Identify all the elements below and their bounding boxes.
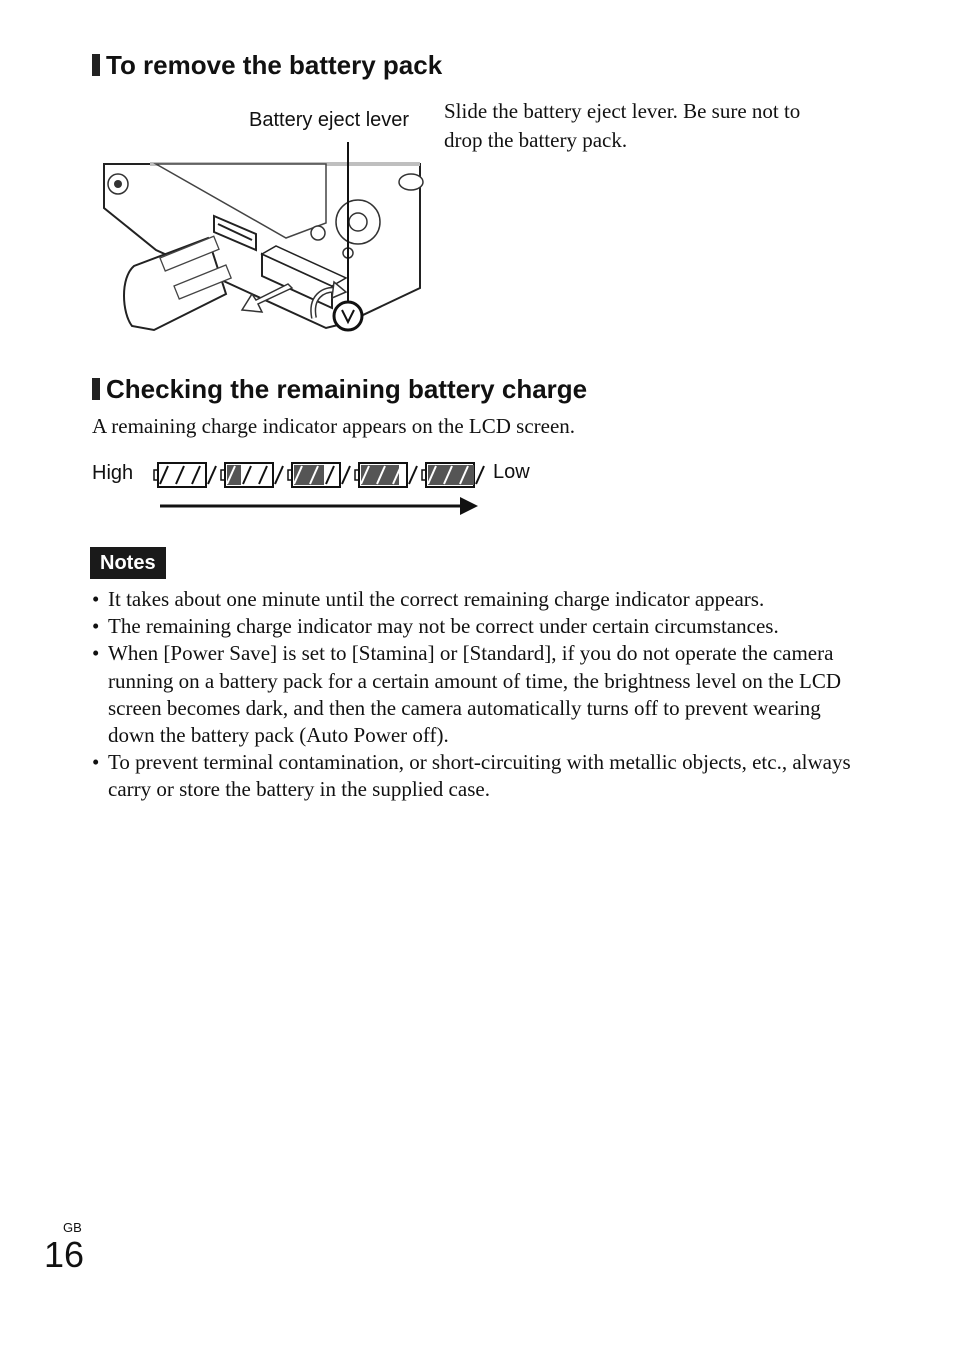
battery-eject-lever-label: Battery eject lever xyxy=(249,109,410,131)
page-number: 16 xyxy=(44,1234,85,1275)
notes-list xyxy=(92,586,852,804)
list-item xyxy=(92,640,852,749)
bullet-icon: • xyxy=(92,750,100,775)
list-item xyxy=(92,586,852,613)
bullet-icon: • xyxy=(92,587,100,611)
label-low: Low xyxy=(493,461,530,483)
label-high: High xyxy=(92,462,134,484)
page-language: GB xyxy=(63,1220,82,1235)
battery-indicator-icon xyxy=(154,463,216,487)
list-item xyxy=(92,749,852,803)
heading-marker xyxy=(92,54,100,76)
charge-direction-arrow-head xyxy=(460,497,478,515)
remove-instruction: Slide the battery eject lever. Be sure not to drop the battery pack. xyxy=(444,99,801,152)
note-text: To prevent terminal contamination, or short-circuiting with metallic objects, etc., always carry or store the battery in the supplied case. xyxy=(108,750,851,802)
battery-indicator-icon xyxy=(422,463,484,487)
heading-marker xyxy=(92,378,100,400)
heading-remove-battery xyxy=(92,50,442,80)
list-item xyxy=(92,613,852,640)
charge-indicator-scale xyxy=(150,458,485,518)
camera-battery-illustration xyxy=(96,138,424,338)
battery-indicator-icon xyxy=(355,463,417,487)
battery-indicator-icon xyxy=(221,463,283,487)
heading-remove-battery-text: To remove the battery pack xyxy=(106,50,443,80)
note-text: The remaining charge indicator may not be correct under certain circumstances. xyxy=(108,614,779,639)
charge-intro: A remaining charge indicator appears on the LCD screen. xyxy=(92,414,576,438)
notes-badge: Notes xyxy=(90,547,166,579)
heading-check-charge xyxy=(92,374,587,404)
note-text: When [Power Save] is set to [Stamina] or [Standard], if you do not operate the camera running on a battery pack for a certain amount of time, the brightness level on the LCD screen becomes dark, and then the camera automatically turns off to prevent wearing down the battery pack (Auto Power off). xyxy=(108,641,842,748)
bullet-icon: • xyxy=(92,614,100,639)
battery-indicator-icon xyxy=(288,463,350,487)
callout-line-top xyxy=(346,141,348,142)
bullet-icon: • xyxy=(92,641,100,666)
note-text: It takes about one minute until the correct remaining charge indicator appears. xyxy=(108,587,765,611)
heading-check-charge-text: Checking the remaining battery charge xyxy=(106,374,588,404)
